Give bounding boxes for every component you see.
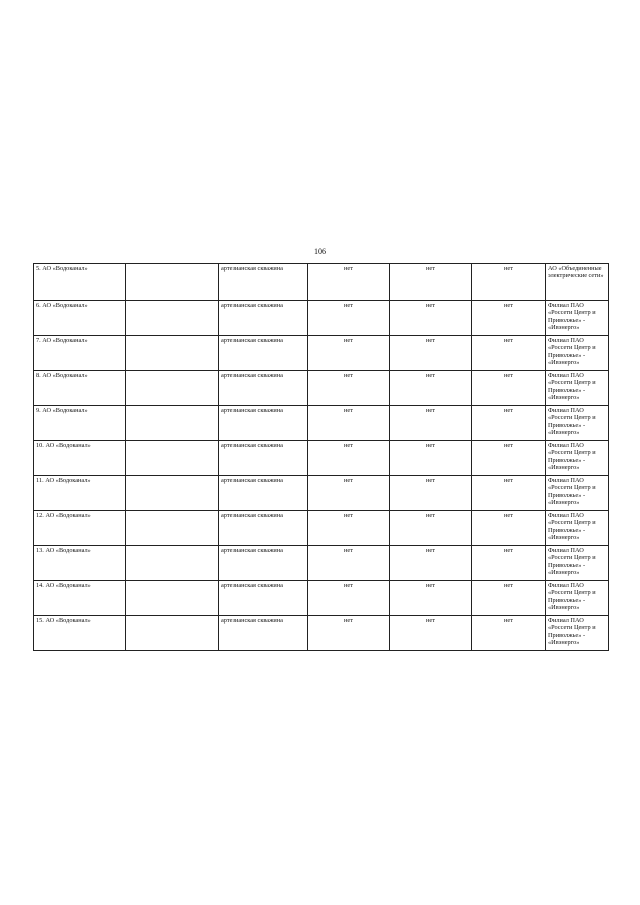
status-cell-2: нет: [390, 476, 472, 511]
status-cell-3: нет: [472, 546, 546, 581]
water-source-cell: артезианская скважина: [219, 511, 308, 546]
power-supplier-cell: Филиал ПАО «Россети Центр и Приволжье» - «Ивэнерго»: [546, 616, 609, 651]
water-source-cell: артезианская скважина: [219, 406, 308, 441]
power-supplier-cell: Филиал ПАО «Россети Центр и Приволжье» - «Ивэнерго»: [546, 511, 609, 546]
status-cell-3: нет: [472, 371, 546, 406]
status-cell-1: нет: [308, 441, 390, 476]
power-supplier-cell: Филиал ПАО «Россети Центр и Приволжье» - «Ивэнерго»: [546, 546, 609, 581]
power-supplier-cell: АО «Объединенные электрические сети»: [546, 264, 609, 301]
status-cell-1: нет: [308, 406, 390, 441]
empty-cell: [126, 441, 219, 476]
empty-cell: [126, 264, 219, 301]
status-cell-2: нет: [390, 301, 472, 336]
water-source-cell: артезианская скважина: [219, 476, 308, 511]
water-source-cell: артезианская скважина: [219, 336, 308, 371]
status-cell-2: нет: [390, 336, 472, 371]
status-cell-1: нет: [308, 371, 390, 406]
empty-cell: [126, 581, 219, 616]
status-cell-2: нет: [390, 616, 472, 651]
status-cell-2: нет: [390, 546, 472, 581]
table-row: [34, 441, 609, 476]
status-cell-1: нет: [308, 476, 390, 511]
table-row: [34, 406, 609, 441]
power-supplier-cell: Филиал ПАО «Россети Центр и Приволжье» - «Ивэнерго»: [546, 441, 609, 476]
status-cell-3: нет: [472, 441, 546, 476]
status-cell-1: нет: [308, 511, 390, 546]
organization-cell: 14. АО «Водоканал»: [34, 581, 126, 616]
organization-cell: 12. АО «Водоканал»: [34, 511, 126, 546]
status-cell-1: нет: [308, 301, 390, 336]
empty-cell: [126, 406, 219, 441]
empty-cell: [126, 301, 219, 336]
status-cell-3: нет: [472, 406, 546, 441]
power-supplier-cell: Филиал ПАО «Россети Центр и Приволжье» - «Ивэнерго»: [546, 406, 609, 441]
status-cell-2: нет: [390, 406, 472, 441]
empty-cell: [126, 511, 219, 546]
status-cell-2: нет: [390, 264, 472, 301]
organization-cell: 10. АО «Водоканал»: [34, 441, 126, 476]
power-supplier-cell: Филиал ПАО «Россети Центр и Приволжье» - «Ивэнерго»: [546, 336, 609, 371]
status-cell-2: нет: [390, 441, 472, 476]
power-supplier-cell: Филиал ПАО «Россети Центр и Приволжье» - «Ивэнерго»: [546, 371, 609, 406]
organization-cell: 8. АО «Водоканал»: [34, 371, 126, 406]
table-row: [34, 264, 609, 301]
status-cell-1: нет: [308, 546, 390, 581]
empty-cell: [126, 616, 219, 651]
power-supplier-cell: Филиал ПАО «Россети Центр и Приволжье» - «Ивэнерго»: [546, 301, 609, 336]
status-cell-3: нет: [472, 301, 546, 336]
table-row: [34, 476, 609, 511]
water-source-cell: артезианская скважина: [219, 616, 308, 651]
table-row: [34, 546, 609, 581]
organization-cell: 9. АО «Водоканал»: [34, 406, 126, 441]
organization-cell: 7. АО «Водоканал»: [34, 336, 126, 371]
status-cell-3: нет: [472, 511, 546, 546]
page-number: 106: [314, 247, 326, 256]
power-supplier-cell: Филиал ПАО «Россети Центр и Приволжье» - «Ивэнерго»: [546, 476, 609, 511]
water-source-cell: артезианская скважина: [219, 546, 308, 581]
status-cell-3: нет: [472, 616, 546, 651]
water-source-cell: артезианская скважина: [219, 264, 308, 301]
empty-cell: [126, 336, 219, 371]
status-cell-2: нет: [390, 581, 472, 616]
table-row: [34, 336, 609, 371]
status-cell-1: нет: [308, 616, 390, 651]
water-source-cell: артезианская скважина: [219, 441, 308, 476]
organization-cell: 15. АО «Водоканал»: [34, 616, 126, 651]
table-row: [34, 581, 609, 616]
organization-cell: 5. АО «Водоканал»: [34, 264, 126, 301]
empty-cell: [126, 546, 219, 581]
status-cell-2: нет: [390, 511, 472, 546]
water-source-cell: артезианская скважина: [219, 301, 308, 336]
water-source-cell: артезианская скважина: [219, 371, 308, 406]
table-row: [34, 511, 609, 546]
status-cell-1: нет: [308, 336, 390, 371]
organization-cell: 6. АО «Водоканал»: [34, 301, 126, 336]
status-cell-3: нет: [472, 264, 546, 301]
table-row: [34, 301, 609, 336]
power-supplier-cell: Филиал ПАО «Россети Центр и Приволжье» - «Ивэнерго»: [546, 581, 609, 616]
status-cell-3: нет: [472, 336, 546, 371]
empty-cell: [126, 371, 219, 406]
data-table: [33, 263, 609, 651]
status-cell-1: нет: [308, 581, 390, 616]
status-cell-3: нет: [472, 581, 546, 616]
organization-cell: 11. АО «Водоканал»: [34, 476, 126, 511]
water-source-cell: артезианская скважина: [219, 581, 308, 616]
table-body: [34, 264, 609, 651]
table-row: [34, 371, 609, 406]
table-row: [34, 616, 609, 651]
status-cell-1: нет: [308, 264, 390, 301]
status-cell-2: нет: [390, 371, 472, 406]
organization-cell: 13. АО «Водоканал»: [34, 546, 126, 581]
empty-cell: [126, 476, 219, 511]
status-cell-3: нет: [472, 476, 546, 511]
